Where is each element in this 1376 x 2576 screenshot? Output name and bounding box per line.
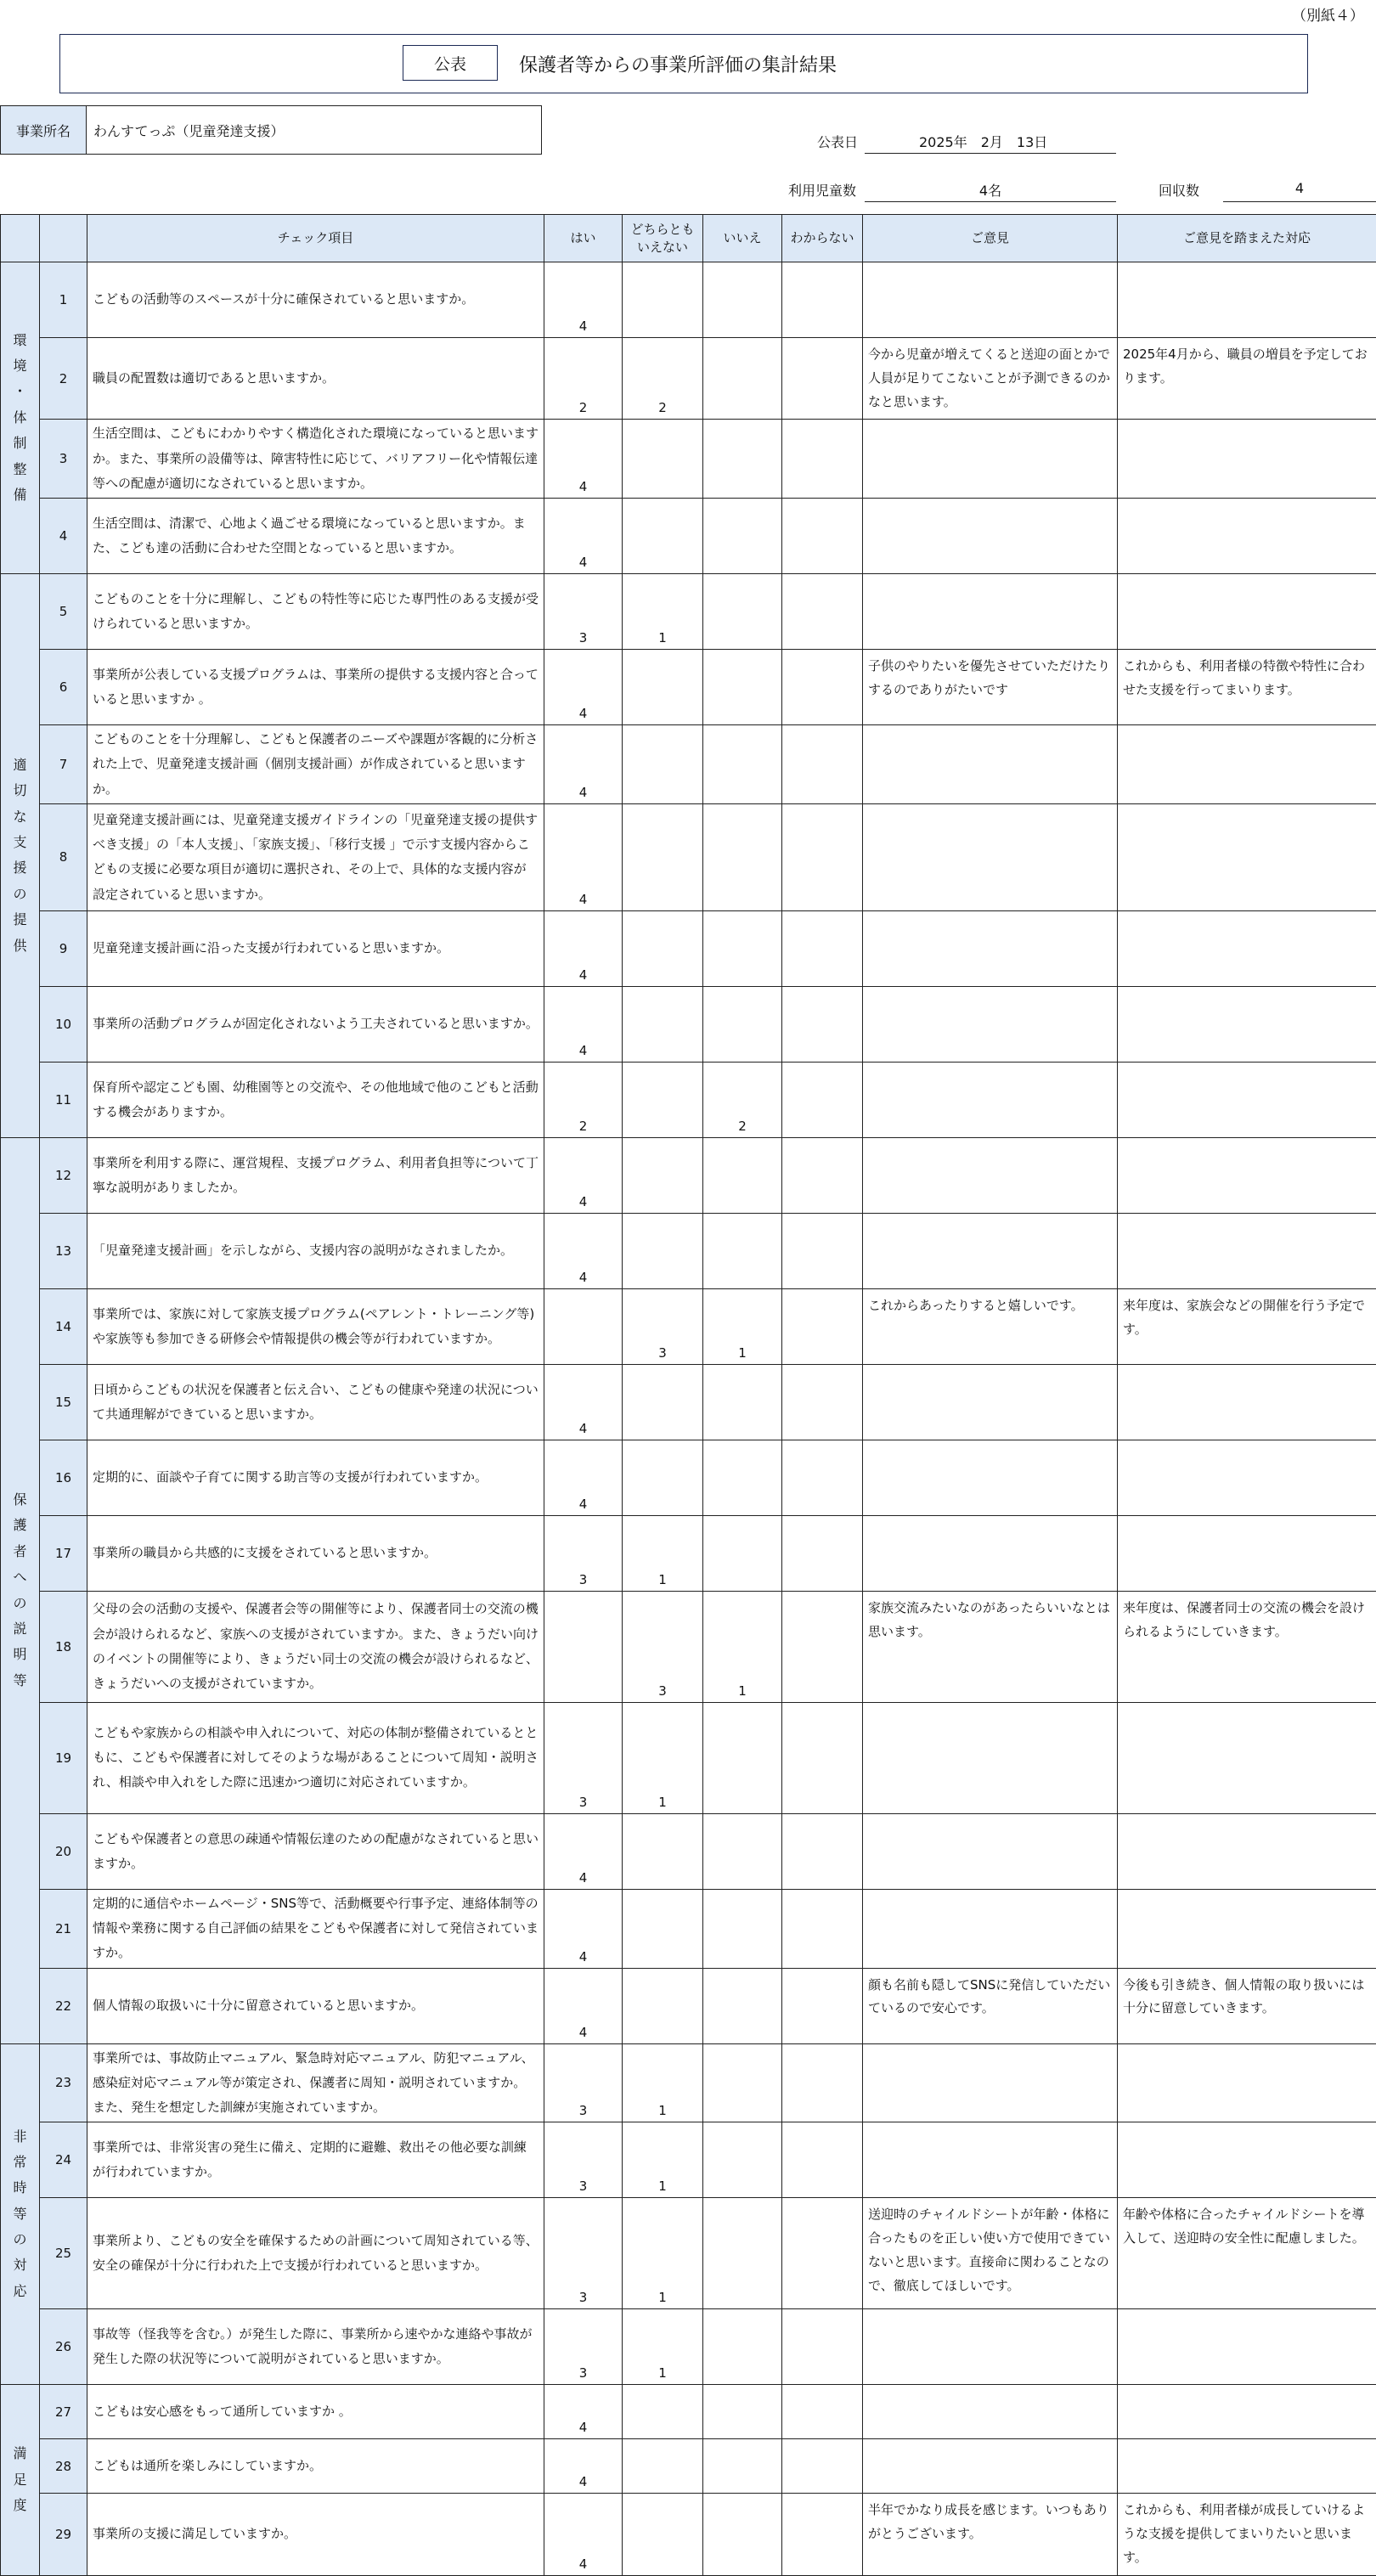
- user-count-label: 利用児童数: [788, 180, 856, 200]
- count-no: [703, 1813, 782, 1889]
- table-row: [1, 1288, 1376, 1364]
- header-unknown: わからない: [782, 215, 863, 262]
- count-no: [703, 420, 782, 499]
- item-number: 10: [40, 986, 87, 1062]
- opinion-text: [863, 2122, 1118, 2198]
- table-row: [1, 2385, 1376, 2439]
- count-neither: 1: [623, 2309, 703, 2385]
- count-yes: 2: [544, 1062, 623, 1137]
- count-neither: [623, 262, 703, 338]
- count-neither: [623, 986, 703, 1062]
- count-neither: [623, 803, 703, 910]
- table-row: [1, 650, 1376, 725]
- item-number: 4: [40, 499, 87, 574]
- user-count: 4名: [865, 180, 1116, 202]
- table-row: [1, 2198, 1376, 2309]
- category-label: 満 足 度: [1, 2385, 40, 2575]
- attachment-note: （別紙４）: [1292, 3, 1364, 25]
- response-text: [1118, 2309, 1376, 2385]
- item-number: 13: [40, 1213, 87, 1288]
- check-item-text: こどもの活動等のスペースが十分に確保されていると思いますか。: [87, 262, 544, 338]
- check-item-text: 事業所では、非常災害の発生に備え、定期的に避難、救出その他必要な訓練が行われていますか。: [87, 2122, 544, 2198]
- opinion-text: [863, 1440, 1118, 1515]
- item-number: 20: [40, 1813, 87, 1889]
- count-no: [703, 725, 782, 804]
- table-row: [1, 1515, 1376, 1591]
- count-neither: 1: [623, 2043, 703, 2122]
- response-count-label: 回収数: [1159, 180, 1199, 200]
- table-row: [1, 1889, 1376, 1968]
- item-number: 25: [40, 2198, 87, 2309]
- item-number: 28: [40, 2439, 87, 2494]
- check-item-text: 事業所を利用する際に、運営規程、支援プログラム、利用者負担等について丁寧な説明がありましたか。: [87, 1137, 544, 1213]
- check-item-text: 事業所の活動プログラムが固定化されないよう工夫されていると思いますか。: [87, 986, 544, 1062]
- opinion-text: [863, 1813, 1118, 1889]
- count-neither: 1: [623, 2198, 703, 2309]
- office-label: 事業所名: [1, 106, 87, 154]
- table-row: [1, 2043, 1376, 2122]
- count-unknown: [782, 1591, 863, 1702]
- count-neither: [623, 1364, 703, 1440]
- count-no: [703, 1440, 782, 1515]
- header-no: いいえ: [703, 215, 782, 262]
- check-item-text: 「児童発達支援計画」を示しながら、支援内容の説明がなされましたか。: [87, 1213, 544, 1288]
- count-neither: [623, 2439, 703, 2494]
- count-yes: 3: [544, 2309, 623, 2385]
- table-row: [1, 986, 1376, 1062]
- response-text: 来年度は、保護者同士の交流の機会を設けられるようにしていきます。: [1118, 1591, 1376, 1702]
- response-text: [1118, 420, 1376, 499]
- header-check-item: チェック項目: [87, 215, 544, 262]
- item-number: 7: [40, 725, 87, 804]
- count-unknown: [782, 1288, 863, 1364]
- opinion-text: [863, 1137, 1118, 1213]
- count-unknown: [782, 986, 863, 1062]
- response-text: [1118, 1364, 1376, 1440]
- table-row: [1, 725, 1376, 804]
- check-item-text: こどもは通所を楽しみにしていますか。: [87, 2439, 544, 2494]
- item-number: 17: [40, 1515, 87, 1591]
- count-neither: [623, 2494, 703, 2575]
- response-text: [1118, 725, 1376, 804]
- office-box: [0, 105, 542, 155]
- response-text: [1118, 2439, 1376, 2494]
- count-no: 1: [703, 1288, 782, 1364]
- response-text: [1118, 1137, 1376, 1213]
- item-number: 9: [40, 910, 87, 986]
- response-text: [1118, 1213, 1376, 1288]
- table-row: [1, 574, 1376, 650]
- opinion-text: [863, 262, 1118, 338]
- opinion-text: [863, 803, 1118, 910]
- header-box: [59, 34, 1308, 93]
- opinion-text: [863, 2309, 1118, 2385]
- count-no: [703, 1515, 782, 1591]
- office-name: わんすてっぷ（児童発達支援）: [87, 106, 284, 154]
- response-text: [1118, 1515, 1376, 1591]
- table-row: [1, 1213, 1376, 1288]
- count-no: [703, 574, 782, 650]
- item-number: 12: [40, 1137, 87, 1213]
- count-yes: 4: [544, 420, 623, 499]
- header-blank-category: [1, 215, 40, 262]
- count-yes: 4: [544, 262, 623, 338]
- count-neither: [623, 1137, 703, 1213]
- count-unknown: [782, 574, 863, 650]
- count-yes: 4: [544, 2494, 623, 2575]
- item-number: 29: [40, 2494, 87, 2575]
- count-unknown: [782, 1889, 863, 1968]
- item-number: 2: [40, 338, 87, 420]
- opinion-text: 今から児童が増えてくると送迎の面とかで人員が足りてこないことが予測できるのかなと思います。: [863, 338, 1118, 420]
- item-number: 16: [40, 1440, 87, 1515]
- count-no: [703, 986, 782, 1062]
- table-row: [1, 2494, 1376, 2575]
- count-neither: [623, 1813, 703, 1889]
- count-unknown: [782, 650, 863, 725]
- count-unknown: [782, 499, 863, 574]
- response-text: これからも、利用者様の特徴や特性に合わせた支援を行ってまいります。: [1118, 650, 1376, 725]
- count-yes: [544, 1288, 623, 1364]
- table-row: [1, 803, 1376, 910]
- table-row: [1, 1440, 1376, 1515]
- check-item-text: 児童発達支援計画に沿った支援が行われていると思いますか。: [87, 910, 544, 986]
- count-unknown: [782, 1702, 863, 1813]
- check-item-text: 生活空間は、清潔で、心地よく過ごせる環境になっていると思いますか。また、こども達の活動に合わせた空間となっていると思いますか。: [87, 499, 544, 574]
- count-no: [703, 262, 782, 338]
- count-unknown: [782, 420, 863, 499]
- category-label: 保 護 者 へ の 説 明 等: [1, 1137, 40, 2043]
- opinion-text: [863, 2439, 1118, 2494]
- check-item-text: 事業所の職員から共感的に支援をされていると思いますか。: [87, 1515, 544, 1591]
- count-unknown: [782, 1364, 863, 1440]
- count-yes: 4: [544, 2439, 623, 2494]
- opinion-text: [863, 1515, 1118, 1591]
- header-blank-number: [40, 215, 87, 262]
- count-unknown: [782, 2043, 863, 2122]
- response-text: これからも、利用者様が成長していけるような支援を提供してまいりたいと思います。: [1118, 2494, 1376, 2575]
- opinion-text: [863, 2385, 1118, 2439]
- publish-date-label: 公表日: [817, 132, 858, 151]
- count-no: [703, 1968, 782, 2043]
- response-text: [1118, 1813, 1376, 1889]
- response-text: [1118, 1889, 1376, 1968]
- table-row: [1, 910, 1376, 986]
- response-text: [1118, 2122, 1376, 2198]
- count-neither: [623, 2385, 703, 2439]
- count-no: [703, 2122, 782, 2198]
- opinion-text: 半年でかなり成長を感じます。いつもありがとうございます。: [863, 2494, 1118, 2575]
- count-neither: 3: [623, 1591, 703, 1702]
- opinion-text: [863, 1364, 1118, 1440]
- check-item-text: こどもや保護者との意思の疎通や情報伝達のための配慮がなされていると思いますか。: [87, 1813, 544, 1889]
- count-unknown: [782, 1813, 863, 1889]
- item-number: 3: [40, 420, 87, 499]
- table-row: [1, 420, 1376, 499]
- count-no: [703, 2309, 782, 2385]
- table-row: [1, 262, 1376, 338]
- check-item-text: 事業所の支援に満足していますか。: [87, 2494, 544, 2575]
- check-item-text: 生活空間は、こどもにわかりやすく構造化された環境になっていると思いますか。また、事業所の設備等は、障害特性に応じて、バリアフリー化や情報伝達等への配慮が適切になされていると思いますか。: [87, 420, 544, 499]
- table-row: [1, 2439, 1376, 2494]
- published-badge: 公表: [403, 45, 498, 81]
- count-yes: 4: [544, 499, 623, 574]
- opinion-text: 家族交流みたいなのがあったらいいなとは思います。: [863, 1591, 1118, 1702]
- response-count: 4: [1223, 180, 1376, 202]
- count-no: [703, 2494, 782, 2575]
- table-row: [1, 1062, 1376, 1137]
- opinion-text: [863, 574, 1118, 650]
- check-item-text: 個人情報の取扱いに十分に留意されていると思いますか。: [87, 1968, 544, 2043]
- item-number: 5: [40, 574, 87, 650]
- check-item-text: 日頃からこどもの状況を保護者と伝え合い、こどもの健康や発達の状況について共通理解ができていると思いますか。: [87, 1364, 544, 1440]
- count-neither: [623, 910, 703, 986]
- count-no: [703, 910, 782, 986]
- item-number: 24: [40, 2122, 87, 2198]
- count-neither: [623, 420, 703, 499]
- count-yes: 2: [544, 338, 623, 420]
- header-opinion: ご意見: [863, 215, 1118, 262]
- table-row: [1, 1813, 1376, 1889]
- table-row: [1, 1137, 1376, 1213]
- check-item-text: こどものことを十分理解し、こどもと保護者のニーズや課題が客観的に分析された上で、児童発達支援計画（個別支援計画）が作成されていると思いますか。: [87, 725, 544, 804]
- check-item-text: 父母の会の活動の支援や、保護者会等の開催等により、保護者同士の交流の機会が設けられるなど、家族への支援がされていますか。また、きょうだい向けのイベントの開催等により、きょうだい同士の交流の機会が設けられるなど、きょうだいへの支援がされていますか。: [87, 1591, 544, 1702]
- count-no: [703, 2385, 782, 2439]
- page-title: 保護者等からの事業所評価の集計結果: [519, 35, 837, 93]
- count-neither: [623, 499, 703, 574]
- count-unknown: [782, 2385, 863, 2439]
- check-item-text: こどものことを十分に理解し、こどもの特性等に応じた専門性のある支援が受けられていると思いますか。: [87, 574, 544, 650]
- count-neither: [623, 1889, 703, 1968]
- count-yes: 4: [544, 1889, 623, 1968]
- response-text: 年齢や体格に合ったチャイルドシートを導入して、送迎時の安全性に配慮しました。: [1118, 2198, 1376, 2309]
- count-yes: 4: [544, 725, 623, 804]
- count-unknown: [782, 2494, 863, 2575]
- count-no: [703, 499, 782, 574]
- response-text: [1118, 910, 1376, 986]
- table-row: [1, 2122, 1376, 2198]
- item-number: 21: [40, 1889, 87, 1968]
- check-item-text: 事業所では、家族に対して家族支援プログラム(ペアレント・トレーニング等)や家族等も参加できる研修会や情報提供の機会等が行われていますか。: [87, 1288, 544, 1364]
- header-response: ご意見を踏まえた対応: [1118, 215, 1376, 262]
- count-no: [703, 650, 782, 725]
- count-neither: [623, 1213, 703, 1288]
- count-neither: 1: [623, 2122, 703, 2198]
- opinion-text: [863, 1062, 1118, 1137]
- count-yes: 4: [544, 1440, 623, 1515]
- count-unknown: [782, 1137, 863, 1213]
- item-number: 19: [40, 1702, 87, 1813]
- item-number: 23: [40, 2043, 87, 2122]
- count-unknown: [782, 803, 863, 910]
- count-no: [703, 1137, 782, 1213]
- opinion-text: 送迎時のチャイルドシートが年齢・体格に合ったものを正しい使い方で使用できていないと思います。直接命に関わることなので、徹底してほしいです。: [863, 2198, 1118, 2309]
- count-yes: 4: [544, 803, 623, 910]
- header-neither: どちらとも いえない: [623, 215, 703, 262]
- count-yes: 4: [544, 650, 623, 725]
- count-unknown: [782, 262, 863, 338]
- table-row: [1, 499, 1376, 574]
- opinion-text: 顔も名前も隠してSNSに発信していただいているので安心です。: [863, 1968, 1118, 2043]
- count-unknown: [782, 1062, 863, 1137]
- table-row: [1, 1364, 1376, 1440]
- item-number: 27: [40, 2385, 87, 2439]
- count-yes: 4: [544, 1364, 623, 1440]
- count-unknown: [782, 2198, 863, 2309]
- count-neither: 1: [623, 1702, 703, 1813]
- count-no: [703, 1364, 782, 1440]
- count-no: [703, 1889, 782, 1968]
- opinion-text: [863, 420, 1118, 499]
- count-neither: [623, 1440, 703, 1515]
- response-text: [1118, 1440, 1376, 1515]
- count-neither: 2: [623, 338, 703, 420]
- count-unknown: [782, 338, 863, 420]
- category-label: 環 境 ・ 体 制 整 備: [1, 262, 40, 574]
- count-unknown: [782, 1440, 863, 1515]
- item-number: 26: [40, 2309, 87, 2385]
- opinion-text: [863, 986, 1118, 1062]
- count-no: [703, 2043, 782, 2122]
- response-text: [1118, 262, 1376, 338]
- count-yes: 4: [544, 2385, 623, 2439]
- opinion-text: [863, 910, 1118, 986]
- count-yes: 4: [544, 1137, 623, 1213]
- table-row: [1, 1702, 1376, 1813]
- check-item-text: 定期的に通信やホームページ・SNS等で、活動概要や行事予定、連絡体制等の情報や業務に関する自己評価の結果をこどもや保護者に対して発信されていますか。: [87, 1889, 544, 1968]
- response-text: 2025年4月から、職員の増員を予定しております。: [1118, 338, 1376, 420]
- count-yes: 4: [544, 986, 623, 1062]
- check-item-text: こどもや家族からの相談や申入れについて、対応の体制が整備されているとともに、こどもや保護者に対してそのような場があることについて周知・説明され、相談や申入れをした際に迅速かつ適切に対応されていますか。: [87, 1702, 544, 1813]
- opinion-text: [863, 725, 1118, 804]
- count-no: [703, 1213, 782, 1288]
- header-yes: はい: [544, 215, 623, 262]
- response-text: [1118, 986, 1376, 1062]
- count-unknown: [782, 725, 863, 804]
- check-item-text: こどもは安心感をもって通所していますか 。: [87, 2385, 544, 2439]
- item-number: 22: [40, 1968, 87, 2043]
- response-text: [1118, 1062, 1376, 1137]
- item-number: 1: [40, 262, 87, 338]
- check-item-text: 児童発達支援計画には、児童発達支援ガイドラインの「児童発達支援の提供すべき支援」の「本人支援」、「家族支援」、「移行支援 」で示す支援内容からこどもの支援に必要な項目が適切に選択され、その上で、具体的な支援内容が設定されていると思いますか。: [87, 803, 544, 910]
- response-text: [1118, 803, 1376, 910]
- count-neither: 3: [623, 1288, 703, 1364]
- count-neither: [623, 650, 703, 725]
- count-unknown: [782, 2439, 863, 2494]
- response-text: [1118, 2043, 1376, 2122]
- check-item-text: 職員の配置数は適切であると思いますか。: [87, 338, 544, 420]
- item-number: 15: [40, 1364, 87, 1440]
- table-row: [1, 2309, 1376, 2385]
- item-number: 11: [40, 1062, 87, 1137]
- response-text: [1118, 1702, 1376, 1813]
- count-no: [703, 338, 782, 420]
- check-item-text: 事業所では、事故防止マニュアル、緊急時対応マニュアル、防犯マニュアル、感染症対応マニュアル等が策定され、保護者に周知・説明されていますか。また、発生を想定した訓練が実施されていますか。: [87, 2043, 544, 2122]
- count-no: [703, 2198, 782, 2309]
- count-yes: 4: [544, 1813, 623, 1889]
- category-label: 非 常 時 等 の 対 応: [1, 2043, 40, 2385]
- publish-date: 2025年 2月 13日: [865, 132, 1116, 154]
- table-row: [1, 338, 1376, 420]
- table-row: [1, 1591, 1376, 1702]
- evaluation-table: [0, 214, 1376, 2576]
- count-no: 2: [703, 1062, 782, 1137]
- count-neither: [623, 1968, 703, 2043]
- category-label: 適 切 な 支 援 の 提 供: [1, 574, 40, 1138]
- opinion-text: これからあったりすると嬉しいです。: [863, 1288, 1118, 1364]
- count-yes: 3: [544, 2198, 623, 2309]
- count-yes: 4: [544, 1213, 623, 1288]
- count-neither: 1: [623, 574, 703, 650]
- count-no: 1: [703, 1591, 782, 1702]
- opinion-text: [863, 1889, 1118, 1968]
- item-number: 6: [40, 650, 87, 725]
- count-unknown: [782, 1213, 863, 1288]
- opinion-text: [863, 2043, 1118, 2122]
- response-text: [1118, 499, 1376, 574]
- count-unknown: [782, 1515, 863, 1591]
- count-neither: 1: [623, 1515, 703, 1591]
- check-item-text: 定期的に、面談や子育てに関する助言等の支援が行われていますか。: [87, 1440, 544, 1515]
- response-text: 来年度は、家族会などの開催を行う予定です。: [1118, 1288, 1376, 1364]
- count-no: [703, 2439, 782, 2494]
- count-yes: 3: [544, 2043, 623, 2122]
- count-neither: [623, 725, 703, 804]
- item-number: 8: [40, 803, 87, 910]
- count-unknown: [782, 2309, 863, 2385]
- count-no: [703, 1702, 782, 1813]
- opinion-text: [863, 1702, 1118, 1813]
- count-unknown: [782, 2122, 863, 2198]
- count-yes: [544, 1591, 623, 1702]
- count-yes: 3: [544, 2122, 623, 2198]
- check-item-text: 事業所より、こどもの安全を確保するための計画について周知されている等、安全の確保が十分に行われた上で支援が行われていると思いますか。: [87, 2198, 544, 2309]
- check-item-text: 保育所や認定こども園、幼稚園等との交流や、その他地域で他のこどもと活動する機会がありますか。: [87, 1062, 544, 1137]
- check-item-text: 事業所が公表している支援プログラムは、事業所の提供する支援内容と合っていると思いますか 。: [87, 650, 544, 725]
- count-yes: 3: [544, 1515, 623, 1591]
- count-unknown: [782, 1968, 863, 2043]
- count-yes: 4: [544, 1968, 623, 2043]
- count-unknown: [782, 910, 863, 986]
- opinion-text: 子供のやりたいを優先させていただけたりするのでありがたいです: [863, 650, 1118, 725]
- response-text: [1118, 2385, 1376, 2439]
- item-number: 14: [40, 1288, 87, 1364]
- count-yes: 3: [544, 1702, 623, 1813]
- opinion-text: [863, 499, 1118, 574]
- count-yes: 3: [544, 574, 623, 650]
- count-no: [703, 803, 782, 910]
- response-text: 今後も引き続き、個人情報の取り扱いには十分に留意していきます。: [1118, 1968, 1376, 2043]
- count-neither: [623, 1062, 703, 1137]
- table-header-row: [1, 215, 1376, 262]
- response-text: [1118, 574, 1376, 650]
- table-row: [1, 1968, 1376, 2043]
- check-item-text: 事故等（怪我等を含む。）が発生した際に、事業所から速やかな連絡や事故が発生した際の状況等について説明がされていると思いますか。: [87, 2309, 544, 2385]
- count-yes: 4: [544, 910, 623, 986]
- item-number: 18: [40, 1591, 87, 1702]
- opinion-text: [863, 1213, 1118, 1288]
